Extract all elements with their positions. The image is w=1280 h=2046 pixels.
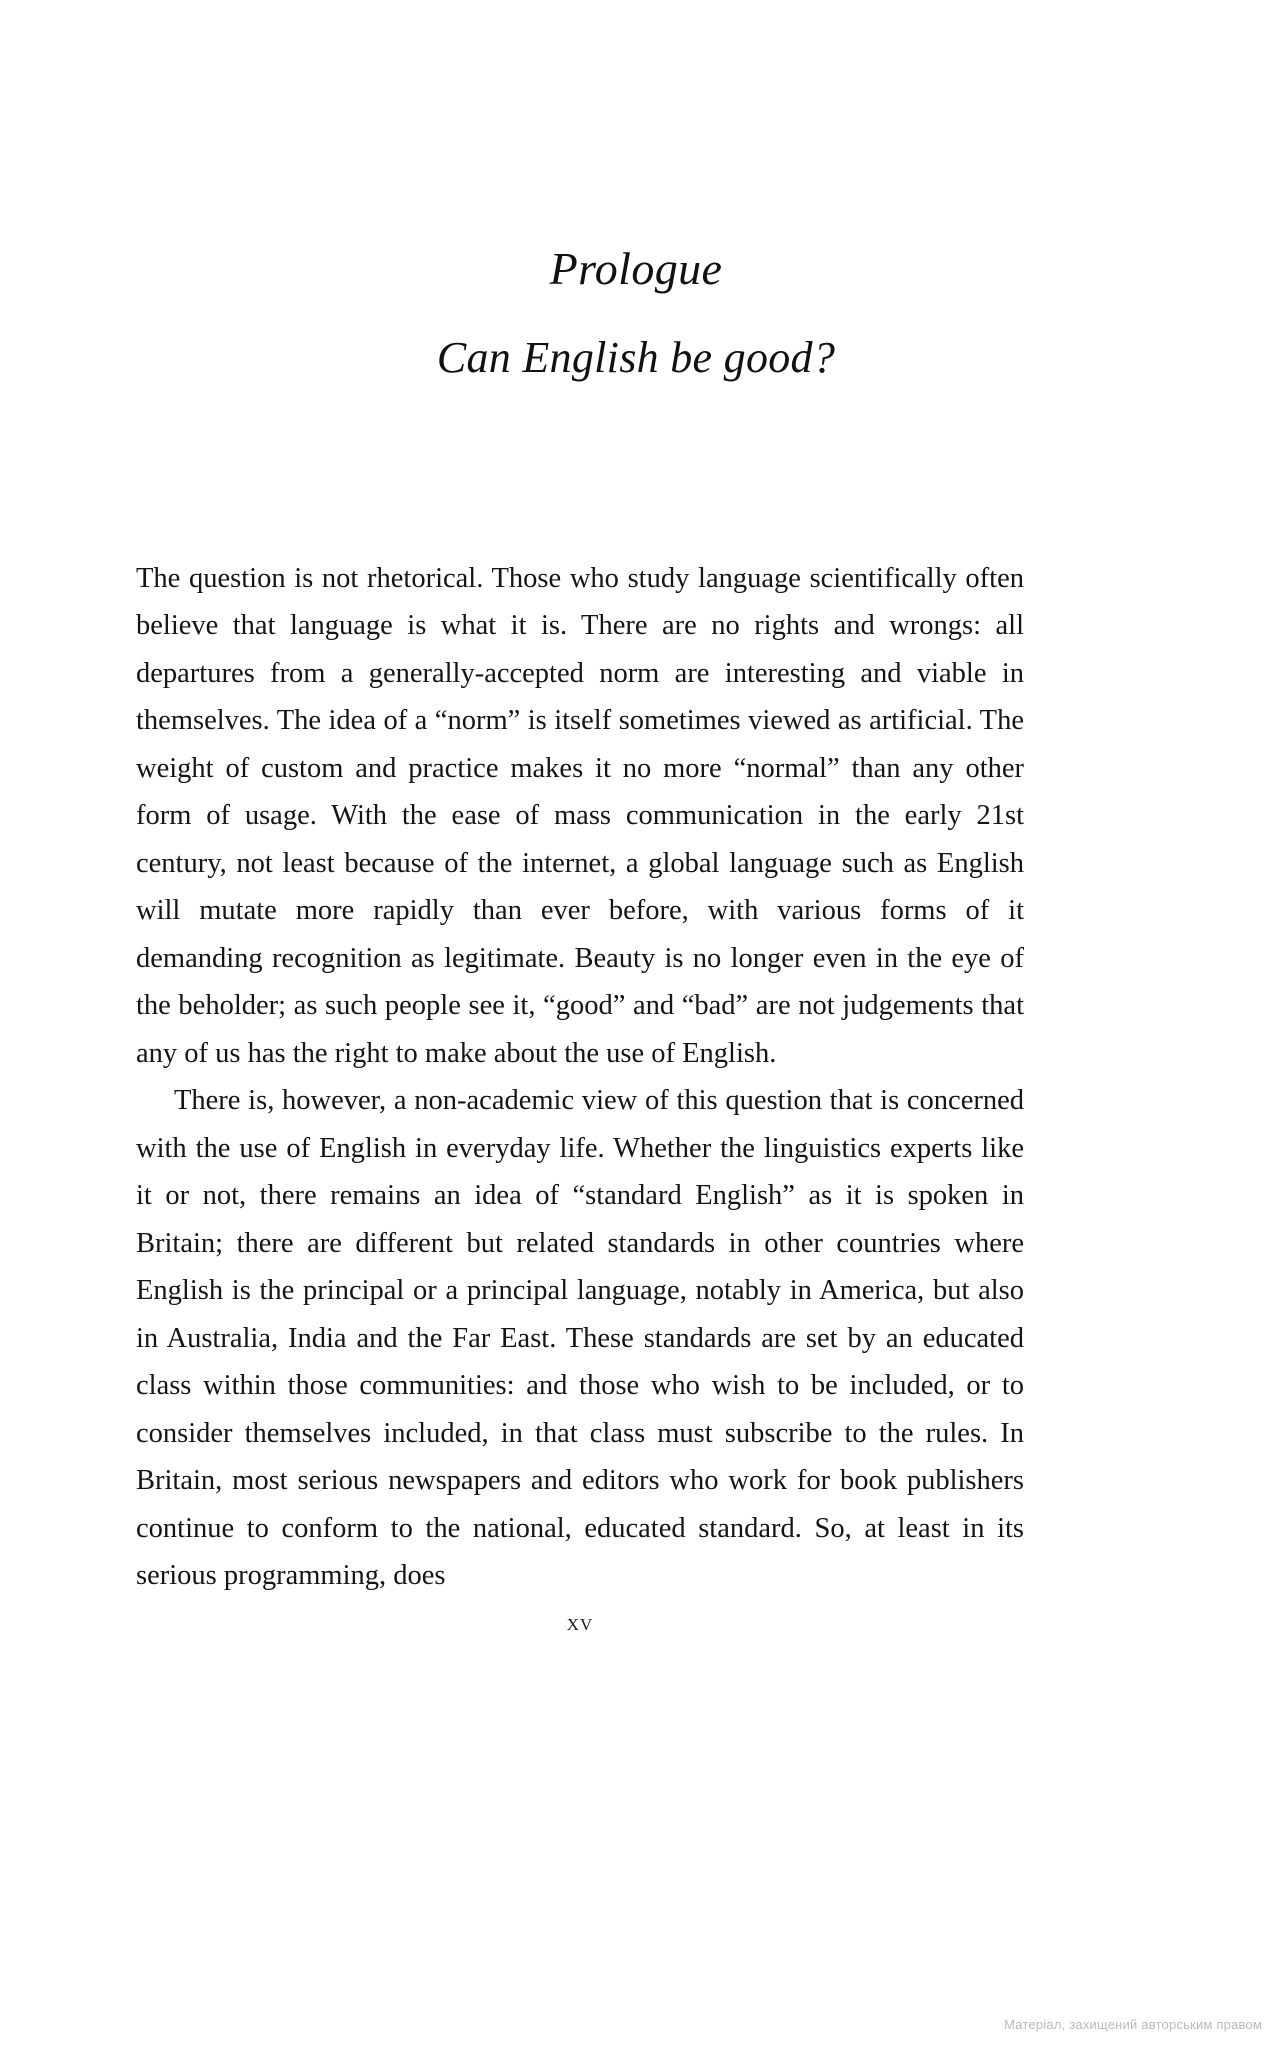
chapter-heading xyxy=(136,240,1136,385)
body-text xyxy=(136,555,1024,1600)
paragraph: There is, however, a non-academic view of this question that is concerned with the use of English in everyday life. Whether the linguistics experts like it or not, there remains an idea of “standard English” as it is spoken in Britain; there are different but related standards in other countries where English is the principal or a principal language, notably in America, but also in Australia, India and the Far East. These standards are set by an educated class within those communities: and those who wish to be included, or to consider themselves included, in that class must subscribe to the rules. In Britain, most serious newspapers and editors who work for book publishers continue to conform to the national, educated standard. So, at least in its serious programming, does xyxy=(136,1085,1024,1591)
page-subtitle: Can English be good? xyxy=(436,332,836,382)
copyright-notice: Матеріал, захищений авторським правом xyxy=(1004,2017,1262,2032)
page-title: Prologue xyxy=(549,243,723,294)
page-number: xv xyxy=(566,1610,594,1636)
page-content-area xyxy=(136,0,1136,2046)
paragraph: The question is not rhetorical. Those who study language scientifically often believe that language is what it is. There are no rights and wrongs: all departures from a generally-accepted norm are interesting and viable in themselves. The idea of a “norm” is itself sometimes viewed as artificial. The weight of custom and practice makes it no more “normal” than any other form of usage. With the ease of mass communication in the early 21st century, not least because of the internet, a global language such as English will mutate more rapidly than ever before, with various forms of it demanding recognition as legitimate. Beauty is no longer even in the eye of the beholder; as such people see it, “good” and “bad” are not judgements that any of us has the right to make about the use of English. xyxy=(136,562,1024,1069)
